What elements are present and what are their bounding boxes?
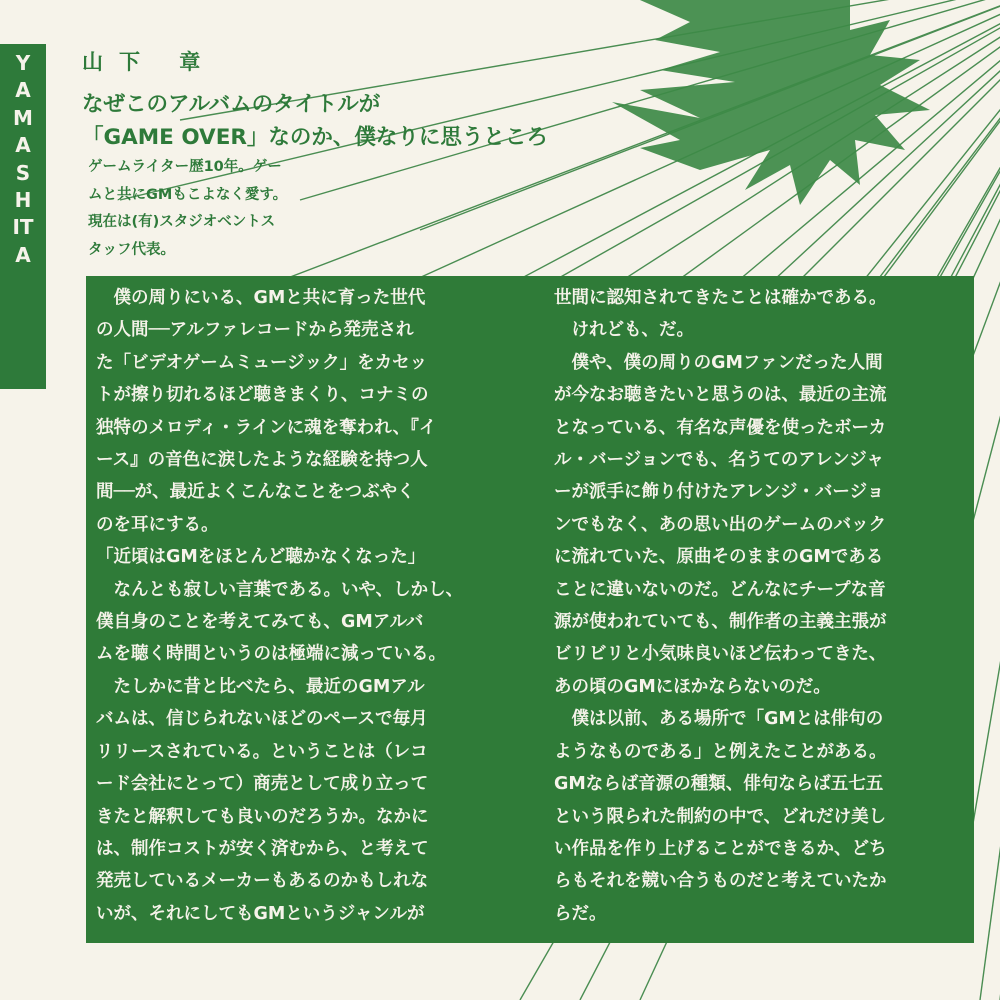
essay-line: 「近頃はGMをほとんど聴かなくなった」	[96, 547, 426, 568]
essay-line: バムは、信じられないほどのペースで毎月	[96, 709, 428, 730]
essay-panel	[86, 276, 974, 943]
essay-line: は、制作コストが安く済むから、と考えて	[96, 838, 429, 859]
essay-line: に流れていた、原曲そのままのGMである	[554, 547, 884, 568]
essay-line: ムを聴く時間というのは極端に減っている。	[96, 644, 446, 665]
name-sidebar	[0, 44, 46, 389]
essay-line: ース』の音色に涙したような経験を持つ人	[96, 450, 428, 471]
essay-column-right	[554, 282, 887, 930]
ray-line	[980, 0, 1000, 1000]
essay-line: の人間──アルファレコードから発売され	[96, 320, 414, 341]
essay-line: きたと解釈しても良いのだろうか。なかに	[96, 806, 429, 827]
essay-line: あの頃のGMにほかならないのだ。	[554, 676, 831, 697]
profile-line: タッフ代表。	[88, 241, 175, 258]
essay-line: トが擦り切れるほど聴きまくり、コナミの	[96, 385, 429, 406]
essay-line: 僕の周りにいる、GMと共に育った世代	[96, 288, 426, 308]
essay-line: らもそれを競い合うものだと考えていたか	[554, 871, 887, 892]
essay-line: ーが派手に飾り付けたアレンジ・バージョ	[554, 482, 885, 503]
essay-line: ード会社にとって）商売として成り立って	[96, 774, 429, 795]
essay-line: となっている、有名な声優を使ったボーカ	[554, 417, 887, 438]
essay-line: GMならば音源の種類、俳句ならば五七五	[554, 774, 884, 795]
essay-line: という限られた制約の中で、どれだけ美し	[554, 806, 887, 827]
essay-column-left	[96, 282, 463, 930]
essay-line: ル・バージョンでも、名うてのアレンジャ	[554, 450, 884, 471]
author-profile	[88, 154, 287, 264]
essay-line: たしかに昔と比べたら、最近のGMアル	[96, 676, 425, 697]
profile-line: ムと共にGMもこよなく愛す。	[88, 186, 288, 203]
essay-line: けれども、だ。	[554, 320, 694, 341]
profile-line: 現在は(有)スタジオベントス	[88, 214, 276, 230]
sidebar-name-text: YAMASHITA	[12, 51, 34, 267]
profile-line: ゲームライター歴10年。ゲー	[88, 159, 282, 175]
essay-line: た「ビデオゲームミュージック」をカセッ	[96, 352, 428, 373]
essay-line: のを耳にする。	[96, 514, 219, 535]
essay-line: ンでもなく、あの思い出のゲームのバック	[554, 514, 887, 535]
essay-headline	[82, 88, 548, 154]
essay-line: 独特のメロディ・ラインに魂を奪われ、『イ	[96, 417, 437, 438]
headline-line: なぜこのアルバムのタイトルが	[82, 92, 381, 117]
essay-line: 僕や、僕の周りのGMファンだった人間	[554, 352, 883, 373]
essay-line: が今なお聴きたいと思うのは、最近の主流	[554, 385, 887, 406]
essay-line: リリースされている。ということは（レコ	[96, 741, 428, 762]
essay-line: いが、それにしてもGMというジャンルが	[96, 903, 425, 924]
essay-line: ようなものである」と例えたことがある。	[554, 741, 887, 762]
essay-line: ことに違いないのだ。どんなにチープな音	[554, 579, 886, 600]
essay-line: 僕は以前、ある場所で「GMとは俳句の	[554, 709, 884, 730]
essay-line: 発売しているメーカーもあるのかもしれな	[96, 871, 429, 892]
essay-line: なんとも寂しい言葉である。いや、しかし、	[96, 579, 464, 600]
essay-line: 源が使われていても、制作者の主義主張が	[554, 612, 887, 633]
essay-line: らだ。	[554, 903, 607, 924]
essay-line: 世間に認知されてきたことは確かである。	[554, 288, 887, 308]
essay-line: 間──が、最近よくこんなことをつぶやく	[96, 482, 415, 503]
sunburst-splash	[612, 0, 930, 205]
essay-line: い作品を作り上げることができるか、どち	[554, 838, 887, 859]
author-name: 山下 章	[82, 50, 217, 74]
essay-line: ビリビリと小気味良いほど伝わってきた、	[554, 644, 887, 665]
headline-line: 「GAME OVER」なのか、僕なりに思うところ	[82, 125, 548, 150]
essay-line: 僕自身のことを考えてみても、GMアルバ	[96, 612, 424, 633]
